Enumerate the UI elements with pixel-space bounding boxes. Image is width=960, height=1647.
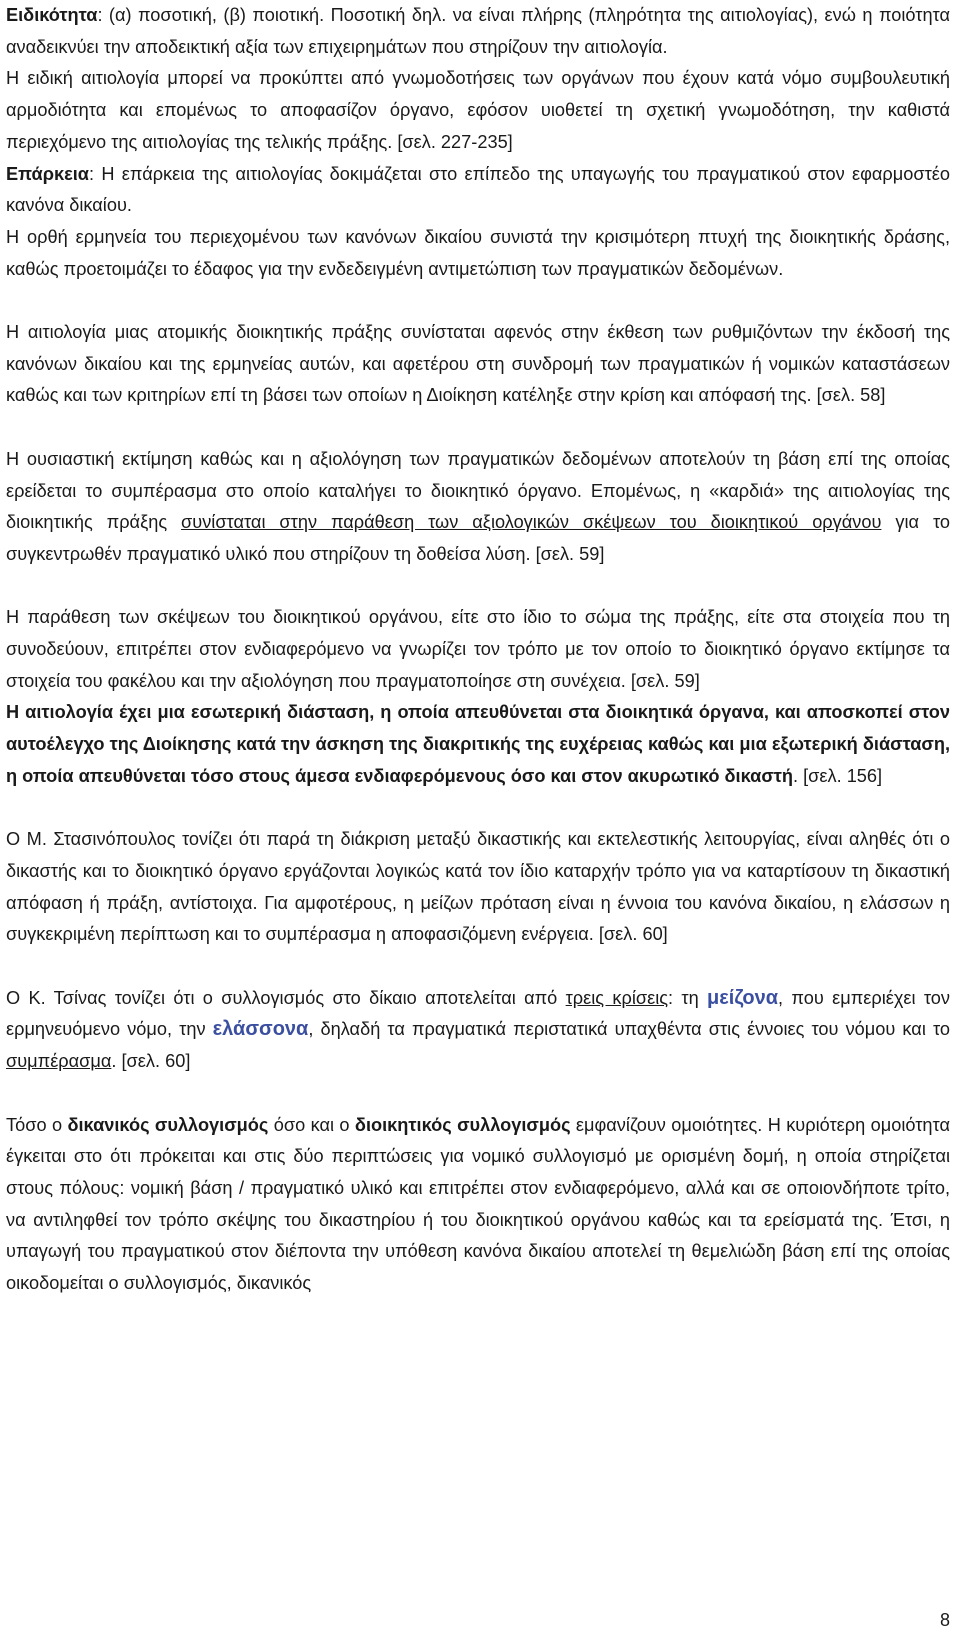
syllogisms-text-c: εμφανίζουν ομοιότητες. Η κυριότερη ομοιότητα έγκειται στο ότι πρόκειται και στις δύο περιπτώσεις για νομικό συλλογισμό με ορισμένη δομή, η οποία στηρίζεται στους πόλους: νομική βάση / πραγματικό υλικό και επιτρέπει στον ενδιαφερόμενο, αλλά και σε οποιονδήποτε τρίτο, να αντιληφθεί τον τρόπο σκέψης του δικαστηρίου ή του διοικητικού οργάνου καθώς και τα ερείσματά της. Έτσι, η υπαγωγή του πραγματικού στον διέποντα την υπόθεση κανόνα δικαίου αποτελεί τη θεμελιώδη βάση επί της οποίας οικοδομείται ο συλλογισμός, δικανικός: [6, 1114, 950, 1294]
dimensions-bold-text: Η αιτιολογία έχει μια εσωτερική διάσταση, η οποία απευθύνεται στα διοικητικά όργανα, και αποσκοπεί στον αυτοέλεγχο της Διοίκησης κατά την άσκηση της διακριτικής της ευχέρειας καθώς και μια εξωτερική διάσταση, η οποία απευθύνεται τόσο στους άμεσα ενδιαφερόμενους όσο και στον ακυρωτικό δικαστή: [6, 702, 950, 786]
paragraph-adequacy: [6, 159, 950, 222]
tsinas-text-d: , δηλαδή τα πραγματικά περιστατικά υπαχθέντα στις έννοιες του νόμου και το: [308, 1019, 951, 1040]
assessment-underlined: συνίσταται στην παράθεση των αξιολογικών σκέψεων του διοικητικού οργάνου: [181, 512, 882, 533]
paragraph-gap: [6, 412, 950, 444]
tsinas-text-e: . [σελ. 60]: [111, 1051, 191, 1072]
syllogisms-text-b: όσο και ο: [268, 1114, 355, 1135]
paragraph-gap: [6, 793, 950, 825]
paragraph-dimensions: [6, 697, 950, 792]
paragraph-gap: [6, 951, 950, 983]
tsinas-conclusion: συμπέρασμα: [6, 1051, 112, 1072]
paragraph-syllogisms: [6, 1110, 950, 1300]
paragraph-assessment: [6, 444, 950, 571]
administrative-syllogism: διοικητικός συλλογισμός: [354, 1114, 571, 1135]
paragraph-gap: [6, 1078, 950, 1110]
paragraph-considerations: Η παράθεση των σκέψεων του διοικητικού οργάνου, είτε στο ίδιο το σώμα της πράξης, είτε στα στοιχεία που τη συνοδεύουν, επιτρέπει στον ενδιαφερόμενο να γνωρίζει τον τρόπο με τον οποίο το διοικητικό όργανο εκτίμησε τα στοιχεία του φακέλου και την αξιολόγηση που πραγματοποίησε στη συνέχεια. [σελ. 59]: [6, 607, 950, 691]
tsinas-text-b: : τη: [668, 987, 708, 1008]
tsinas-text-c: , που εμπεριέχει τον ερμηνευόμενο νόμο, την: [6, 987, 950, 1040]
paragraph-gap: [6, 571, 950, 603]
term-specificity: Ειδικότητα: [6, 5, 98, 25]
judicial-syllogism: δικανικός συλλογισμός: [67, 1114, 269, 1135]
paragraph-interpretation: Η ορθή ερμηνεία του περιεχομένου των κανόνων δικαίου συνιστά την κρισιμότερη πτυχή της διοικητικής δράσης, καθώς προετοιμάζει το έδαφος για την ενδεδειγμένη αντιμετώπιση των πραγματικών δεδομένων.: [6, 226, 950, 279]
assessment-text-before: Η ουσιαστική εκτίμηση καθώς και η αξιολόγηση των πραγματικών δεδομένων αποτελούν τη βάση επί της οποίας ερείδεται το συμπέρασμα στο οποίο καταλήγει το διοικητικό όργανο. Επομένως, η «καρδιά» της αιτιολογίας της διοικητικής πράξης: [6, 448, 950, 533]
paragraph-specificity: [6, 0, 950, 63]
tsinas-three-judgments: τρεις κρίσεις: [565, 987, 669, 1008]
specificity-text: : (α) ποσοτική, (β) ποιοτική. Ποσοτική δηλ. να είναι πλήρης (πληρότητα της αιτιολογίας), ενώ η ποιότητα αναδεικνύει την αποδεικτική αξία των επιχειρημάτων που στηρίζουν την αιτιολογία.: [6, 5, 950, 57]
page-number: 8: [939, 1610, 950, 1630]
paragraph-stasinopoulos: Ο Μ. Στασινόπουλος τονίζει ότι παρά τη διάκριση μεταξύ δικαστικής και εκτελεστικής λειτουργίας, είναι αληθές ότι ο δικαστής και το διοικητικό όργανο εργάζονται λογικώς κατά τον ίδιο καταρχήν τρόπο για να καταρτίσουν τη δικαστική απόφαση ή πράξη, αντίστοιχα. Για αμφοτέρους, η μείζων πρόταση είναι η έννοια του κανόνα δικαίου, η ελάσσων η συγκεκριμένη περίπτωση και το συμπέρασμα η αποφασιζόμενη ενέργεια. [σελ. 60]: [6, 829, 950, 945]
paragraph-gap: [6, 285, 950, 317]
dimensions-ref: . [σελ. 156]: [793, 765, 883, 786]
adequacy-text: : Η επάρκεια της αιτιολογίας δοκιμάζεται στο επίπεδο της υπαγωγής του πραγματικού στον εφαρμοστέο κανόνα δικαίου.: [6, 163, 950, 216]
syllogisms-text-a: Τόσο ο: [6, 1114, 68, 1135]
paragraph-reasoning-definition: Η αιτιολογία μιας ατομικής διοικητικής πράξης συνίσταται αφενός στην έκθεση των ρυθμιζόντων την έκδοσή της κανόνων δικαίου και της ερμηνείας αυτών, και αφετέρου στη συνδρομή των πραγματικών ή νομικών καταστάσεων καθώς και των κριτηρίων επί τη βάσει των οποίων η Διοίκηση κατέληξε στην κρίση και απόφασή της. [σελ. 58]: [6, 322, 950, 406]
paragraph-tsinas: [6, 983, 950, 1078]
tsinas-text-a: Ο Κ. Τσίνας τονίζει ότι ο συλλογισμός στο δίκαιο αποτελείται από: [6, 987, 566, 1008]
paragraph-special-reasoning: Η ειδική αιτιολογία μπορεί να προκύπτει από γνωμοδοτήσεις των οργάνων που έχουν κατά νόμο συμβουλευτική αρμοδιότητα και επομένως το αποφασίζον όργανο, εφόσον υιοθετεί τη σχετική γνωμοδότηση, την καθιστά περιεχόμενο της αιτιολογίας της τελικής πράξης. [σελ. 227-235]: [6, 68, 950, 152]
tsinas-minor-premise: ελάσσονα: [212, 1018, 309, 1041]
assessment-text-after: για το συγκεντρωθέν πραγματικό υλικό που στηρίζουν τη δοθείσα λύση. [σελ. 59]: [6, 512, 950, 564]
term-adequacy: Επάρκεια: [6, 163, 89, 184]
tsinas-major-premise: μείζονα: [707, 986, 779, 1009]
